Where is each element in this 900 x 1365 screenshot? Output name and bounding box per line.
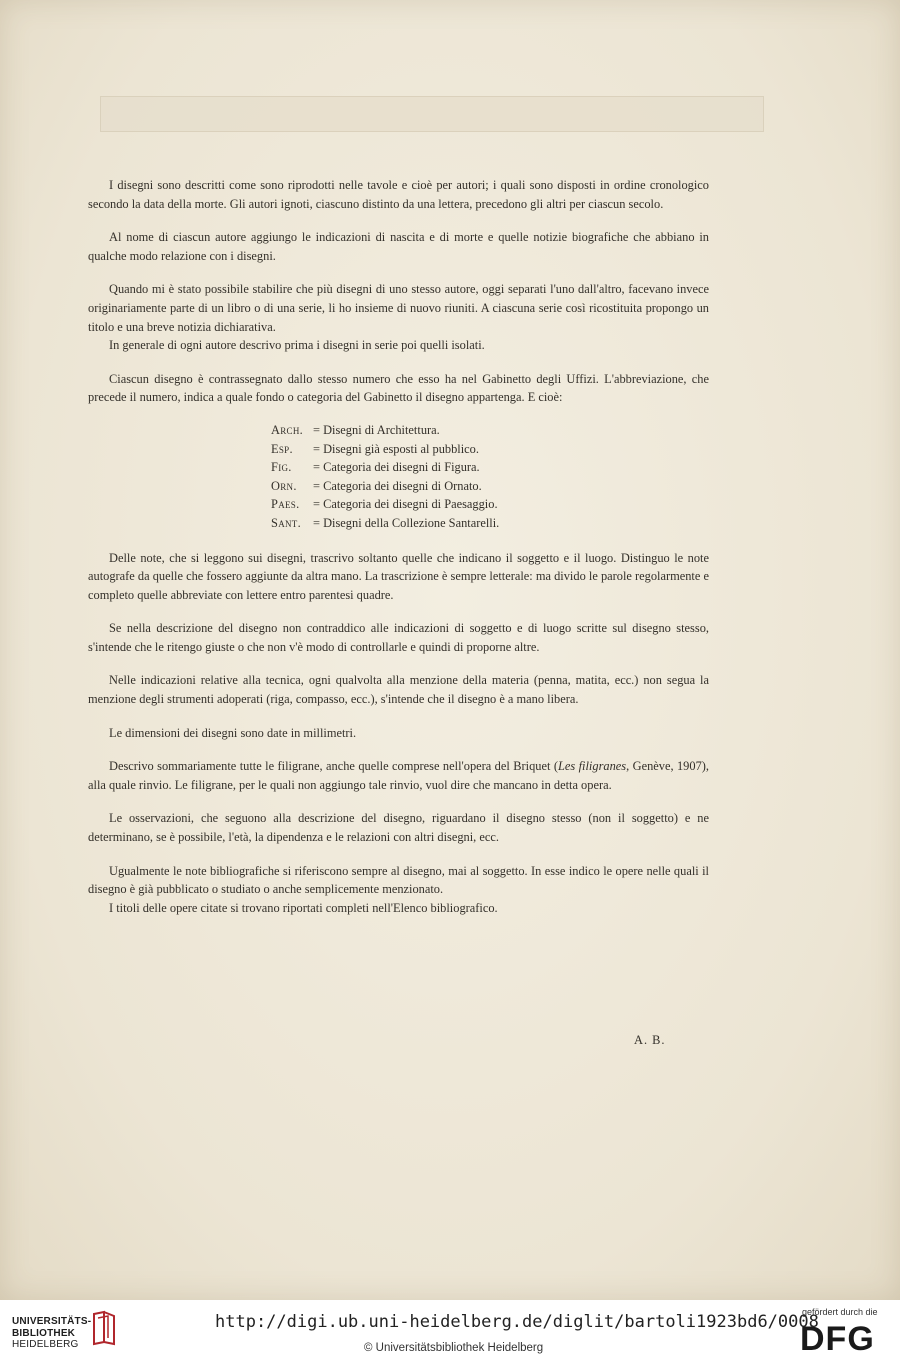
abbreviation-row xyxy=(271,514,709,533)
abbreviation-desc: = Categoria dei disegni di Ornato. xyxy=(313,478,482,493)
abbreviation-row xyxy=(271,495,709,514)
abbreviation-code: Orn. xyxy=(271,478,297,493)
permalink-url[interactable]: http://digi.ub.uni-heidelberg.de/diglit/bartoli1923bd6/0008 xyxy=(215,1312,819,1332)
paragraph-briquet xyxy=(88,757,709,794)
body-text xyxy=(88,176,709,917)
paragraph: Ciascun disegno è contrassegnato dallo stesso numero che esso ha nel Gabinetto degli Uffizi. L'abbreviazione, che precede il numero, indica a quale fondo o categoria del Gabinetto il disegno appartenga. E cioè: xyxy=(88,371,709,405)
copyright-notice: © Universitätsbibliothek Heidelberg xyxy=(364,1342,544,1354)
briquet-after: , Genève, 1907), alla quale rinvio. Le filigrane, per le quali non aggiungo tale rinvio, vuol dire che mancano in detta opera. xyxy=(88,759,709,792)
abbreviation-row xyxy=(271,458,709,477)
paragraph: Se nella descrizione del disegno non contraddico alle indicazioni di soggetto e di luogo scritte sul disegno stesso, s'intende che le ritengo giuste o che non v'è modo di controllarle e quindi di proporne altre. xyxy=(88,621,709,654)
abbreviation-code: Fig. xyxy=(271,460,292,475)
paragraph: Nelle indicazioni relative alla tecnica, ogni qualvolta alla menzione della materia (penna, matita, ecc.) non segua la menzione degli strumenti adoperati (riga, compasso, ecc.), s'intende che il disegno è a mano libera. xyxy=(88,673,709,707)
abbreviation-desc: = Disegni già esposti al pubblico. xyxy=(313,441,479,456)
paragraph: Delle note, che si leggono sui disegni, trascrivo soltanto quelle che indicano il soggetto e il luogo. Distinguo le note autografe da quelle che fossero aggiunte da altra mano. La trascrizione è sempre letterale: ma divido le parole regolarmente e completo quelle abbreviate con lettere entro parentesi quadre. xyxy=(88,550,709,602)
library-name-line1: UNIVERSITÄTS- xyxy=(12,1316,92,1327)
university-library-logo[interactable] xyxy=(12,1316,132,1351)
abbreviation-code: Paes. xyxy=(271,497,300,512)
paragraph: Al nome di ciascun autore aggiungo le indicazioni di nascita e di morte e quelle notizie biografiche che abbiano in qualche modo relazione con i disegni. xyxy=(88,230,709,263)
library-book-icon xyxy=(90,1310,120,1346)
briquet-before: Descrivo sommariamente tutte le filigrane, anche quelle comprese nell'opera del Briquet ( xyxy=(109,759,558,774)
abbreviation-desc: = Disegni della Collezione Santarelli. xyxy=(313,515,500,530)
library-name-line3: HEIDELBERG xyxy=(12,1339,79,1350)
paragraph: Quando mi è stato possibile stabilire che più disegni di uno stesso autore, oggi separati l'uno dall'altro, facevano invece originariamente parte di un libro o di una serie, li ho insieme di nuovo riuniti. A ciascuna serie così ricostituita propongo un titolo e una breve notizia dichiarativa. xyxy=(88,282,709,334)
funder-caption: gefördert durch die xyxy=(802,1307,878,1317)
abbreviation-row xyxy=(271,421,709,440)
paragraph: Le osservazioni, che seguono alla descrizione del disegno, riguardano il disegno stesso (non il soggetto) e ne determinano, se è possibile, l'età, la dipendenza e le relazioni con altri disegni, ecc. xyxy=(88,811,709,845)
abbreviation-row xyxy=(271,477,709,496)
abbreviation-desc: = Categoria dei disegni di Figura. xyxy=(313,460,480,475)
abbreviation-desc: = Disegni di Architettura. xyxy=(313,422,440,437)
dfg-logo[interactable]: DFG xyxy=(800,1320,875,1358)
abbreviation-code: Sant. xyxy=(271,515,301,530)
abbreviation-list xyxy=(88,421,709,533)
paragraph: I disegni sono descritti come sono riprodotti nelle tavole e cioè per autori; i quali sono disposti in ordine cronologico secondo la data della morte. Gli autori ignoti, ciascuno distinto da una lettera, precedono gli altri per ciascun secolo. xyxy=(88,178,709,211)
signature: A. B. xyxy=(634,1033,666,1047)
abbreviation-desc: = Categoria dei disegni di Paesaggio. xyxy=(313,497,498,512)
paragraph: Le dimensioni dei disegni sono date in millimetri. xyxy=(109,725,357,740)
paragraph: I titoli delle opere citate si trovano riportati completi nell'Elenco bibliografico. xyxy=(109,900,498,915)
paragraph: Ugualmente le note bibliografiche si riferiscono sempre al disegno, mai al soggetto. In esse indico le opere nelle quali il disegno è già pubblicato o studiato o anche semplicemente menzionato. xyxy=(88,863,709,897)
library-name-line2: BIBLIOTHEK xyxy=(12,1327,76,1339)
faded-header-band xyxy=(100,96,764,132)
paragraph: In generale di ogni autore descrivo prima i disegni in serie poi quelli isolati. xyxy=(109,338,485,353)
abbreviation-code: Arch. xyxy=(271,422,304,437)
abbreviation-row xyxy=(271,440,709,459)
footer-bar xyxy=(0,1300,900,1365)
abbreviation-code: Esp. xyxy=(271,441,293,456)
briquet-title: Les filigranes xyxy=(557,759,627,774)
